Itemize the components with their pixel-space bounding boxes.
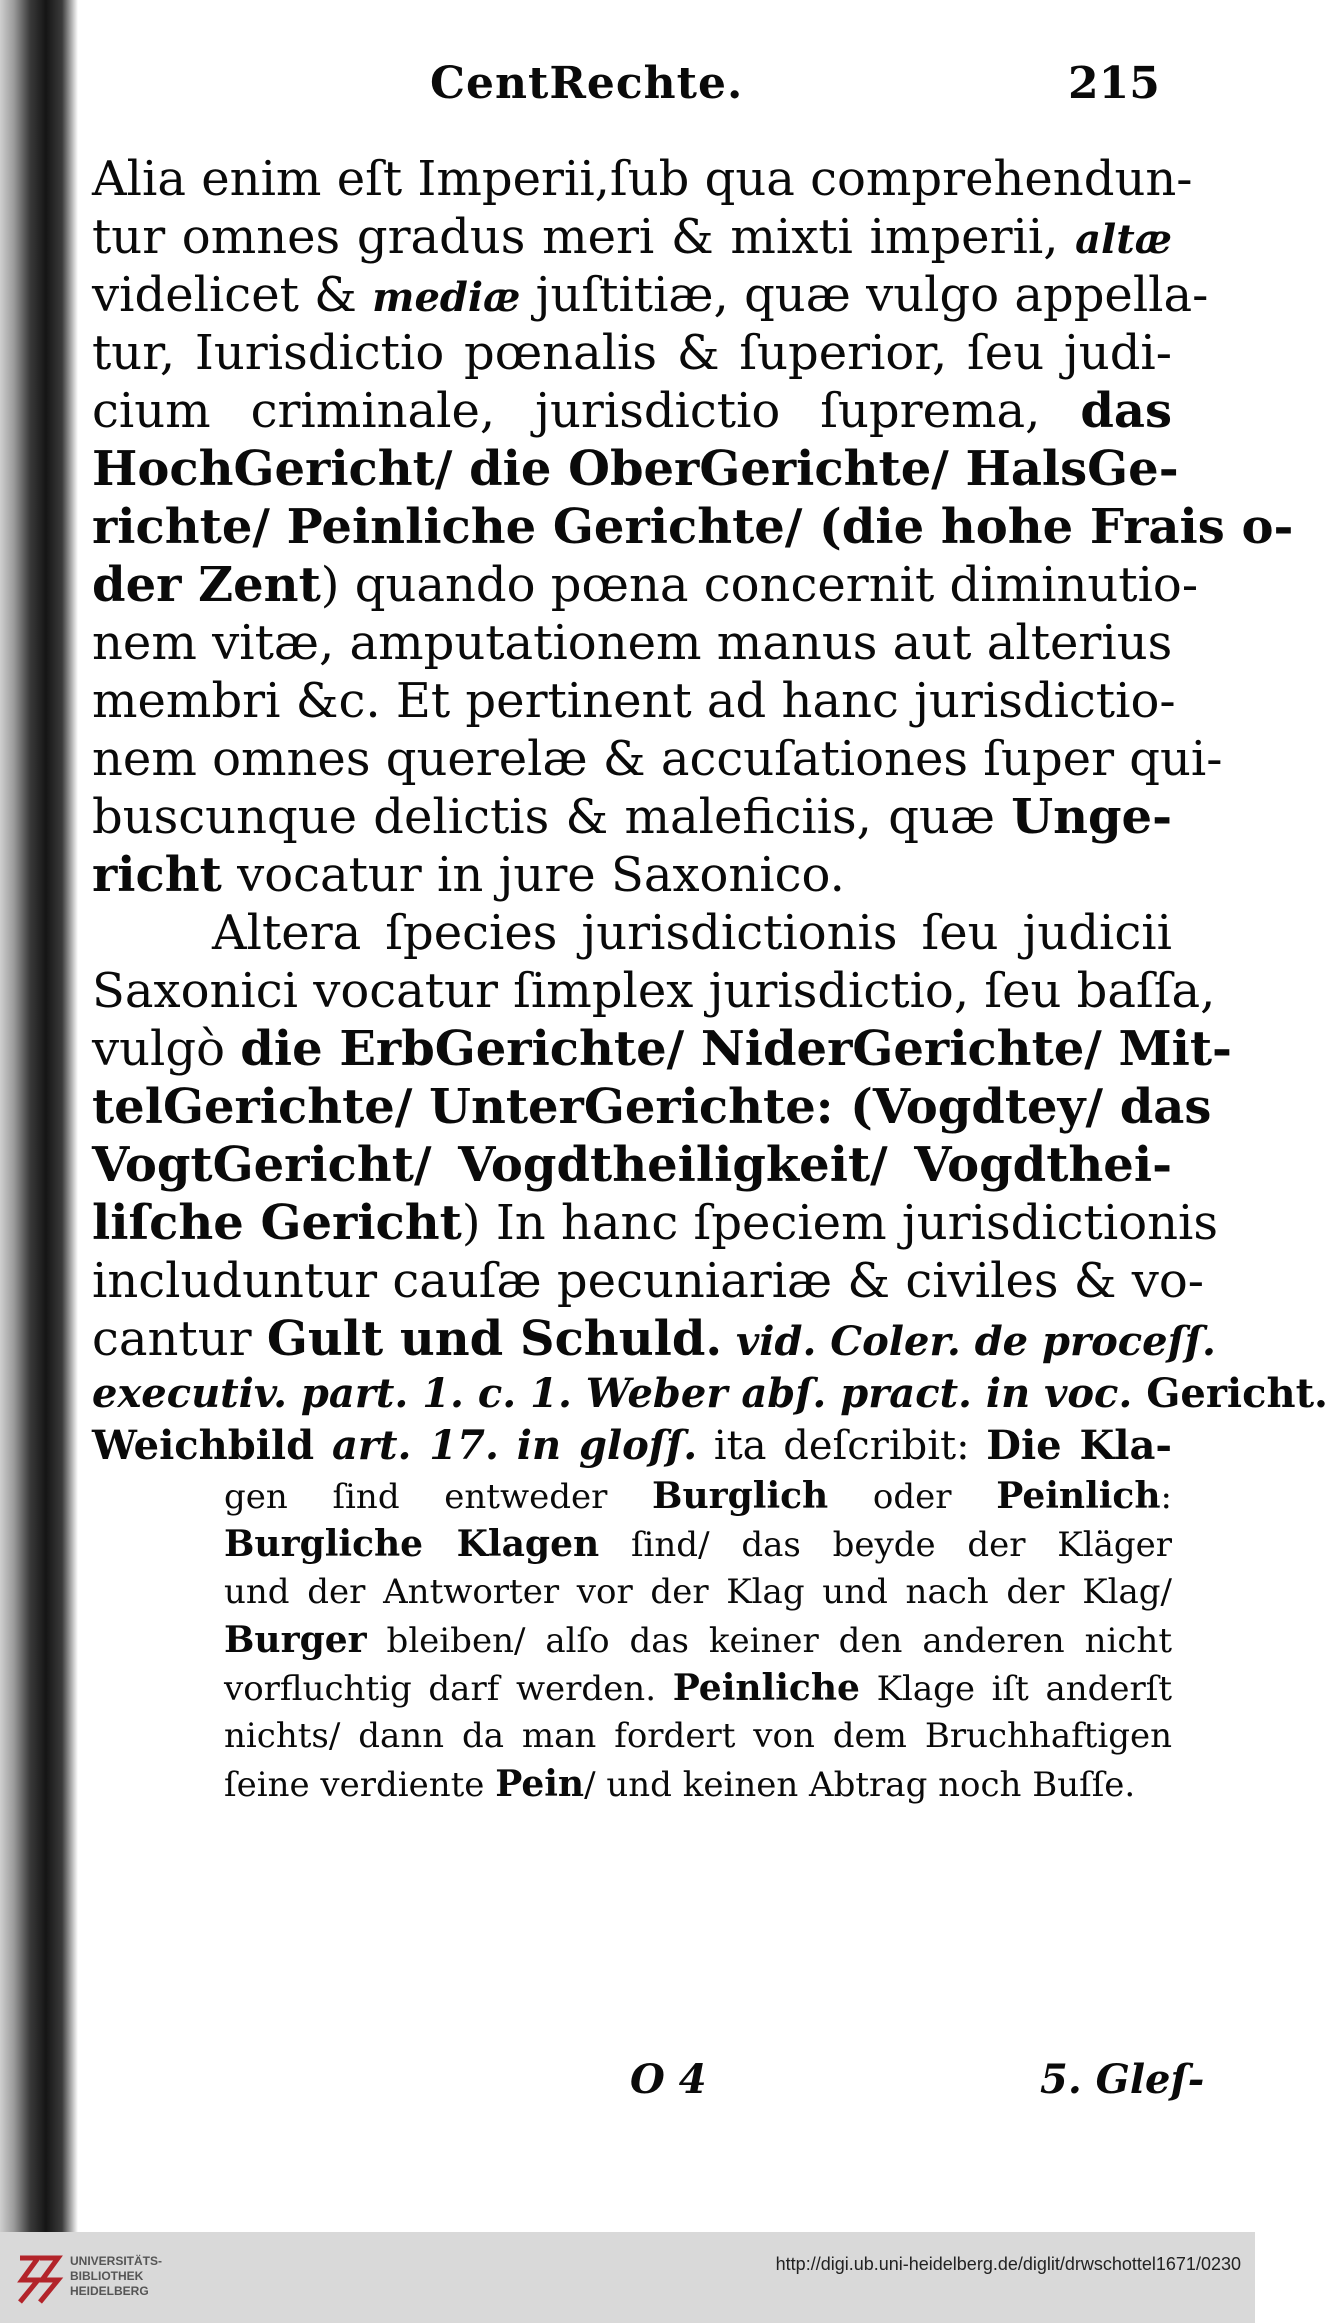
text-line [92, 498, 1294, 556]
text-line [92, 440, 1179, 498]
roman-run: juſtitiæ, quæ vulgo appella- [520, 267, 1209, 323]
roman-run: buscunque delictis & maleficiis, quæ [92, 789, 1012, 845]
roman-run: Klage iſt anderſt [859, 1669, 1173, 1709]
blackletter-run: VogtGericht/ Vogdtheiligkeit/ Vogdthei- [92, 1137, 1172, 1193]
blackletter-run: Gericht. [1146, 1370, 1328, 1417]
text-line [92, 382, 1172, 440]
catchword: 5. Gleſ- [1040, 2056, 1205, 2103]
italic-run: art. 17. in gloſſ. [314, 1422, 698, 1469]
italic-run: mediæ [372, 274, 521, 321]
blackletter-run: Weichbild [92, 1422, 315, 1469]
text-line [92, 1078, 1212, 1136]
blackletter-run: der Zent [92, 557, 321, 613]
footer-bar [0, 2232, 1255, 2323]
roman-run: ſeine verdiente [224, 1765, 496, 1805]
roman-run: und der Antworter vor der Klag und nach der Klag/ [224, 1572, 1172, 1612]
running-head [0, 58, 1255, 118]
text-line [92, 1760, 1172, 1808]
roman-run: : [1160, 1477, 1172, 1517]
roman-run: ſind/ das beyde der Kläger [599, 1525, 1172, 1565]
blackletter-run: Peinlich [996, 1475, 1161, 1517]
blackletter-run: telGerichte/ UnterGerichte: (Vogdtey/ das [92, 1079, 1212, 1135]
library-name-line: BIBLIOTHEK [70, 2269, 144, 2283]
text-line [92, 1252, 1204, 1310]
roman-run: / und keinen Abtrag noch Buſſe. [584, 1765, 1136, 1805]
page-number: 215 [1068, 58, 1160, 109]
library-name [70, 2254, 162, 2299]
blackletter-run: Burglich [652, 1475, 829, 1517]
blackletter-run: Pein [495, 1763, 585, 1805]
text-line [92, 1368, 1328, 1420]
roman-run: nem omnes querelæ & accuſationes ſuper qui- [92, 731, 1223, 787]
roman-run: vocatur in jure Saxonico. [221, 847, 845, 903]
text-line [92, 1712, 1172, 1760]
blackletter-run: richte/ Peinliche Gerichte/ (die hohe Frais o- [92, 499, 1294, 555]
blackletter-run: Peinliche [672, 1667, 860, 1709]
blackletter-run: das [1080, 383, 1172, 439]
blackletter-run: Unge- [1011, 789, 1172, 845]
blackletter-run: liſche Gericht [92, 1195, 462, 1251]
italic-run: vid. Coler. de proceſſ. [722, 1318, 1216, 1365]
roman-run: nem vitæ, amputationem manus aut alterius [92, 615, 1173, 671]
blackletter-run: HochGericht/ die OberGerichte/ HalsGe- [92, 441, 1179, 497]
text-line [92, 150, 1193, 208]
text-line [92, 324, 1172, 382]
roman-run: ) In hanc ſpeciem jurisdictionis [461, 1195, 1218, 1251]
text-line [92, 208, 1172, 266]
header-title: CentRechte. [430, 58, 744, 109]
text-line [92, 846, 1172, 904]
roman-run: tur, Iurisdictio pœnalis & ſuperior, ſeu judi- [92, 325, 1172, 381]
roman-run: cantur [92, 1311, 267, 1367]
blackletter-run: Burger [224, 1619, 367, 1661]
text-line [92, 1136, 1172, 1194]
text-line [92, 1020, 1232, 1078]
blackletter-run: Die Kla- [986, 1422, 1172, 1469]
text-line [92, 1664, 1172, 1712]
body-text [92, 150, 1328, 1808]
library-name-line: UNIVERSITÄTS- [70, 2254, 163, 2268]
roman-run: vulgò [92, 1021, 241, 1077]
roman-run: ) quando pœna concernit diminutio- [320, 557, 1199, 613]
roman-run: membri &c. Et pertinent ad hanc jurisdictio- [92, 673, 1176, 729]
blackletter-run: Gult und Schuld. [266, 1311, 723, 1367]
roman-run: Altera ſpecies jurisdictionis ſeu judicii [212, 905, 1172, 961]
roman-run: vorfluchtig darf werden. [224, 1669, 673, 1709]
blackletter-run: Burgliche Klagen [224, 1523, 600, 1565]
roman-run: Alia enim eſt Imperii,ſub qua comprehendun- [92, 151, 1193, 207]
blackletter-run: die ErbGerichte/ NiderGerichte/ Mit- [240, 1021, 1232, 1077]
signature-mark: O 4 [630, 2056, 707, 2103]
text-line [92, 1420, 1172, 1472]
signature-line [0, 2056, 1255, 2116]
text-line [92, 1310, 1216, 1368]
text-line [92, 614, 1172, 672]
text-line [92, 1616, 1172, 1664]
text-line [92, 1472, 1172, 1520]
library-name-line: HEIDELBERG [70, 2284, 149, 2298]
roman-run: bleiben/ alſo das keiner den anderen nicht [366, 1621, 1172, 1661]
roman-run: tur omnes gradus meri & mixti imperii, [92, 209, 1076, 265]
text-line [92, 1194, 1218, 1252]
italic-run: executiv. part. 1. c. 1. Weber abſ. pract. in voc. [92, 1370, 1147, 1417]
roman-run: Saxonici vocatur ſimplex jurisdictio, ſeu baſſa, [92, 963, 1216, 1019]
text-line [92, 1520, 1172, 1568]
text-line [92, 672, 1176, 730]
source-url-link[interactable]: http://digi.ub.uni-heidelberg.de/diglit/drwschottel1671/0230 [775, 2254, 1241, 2274]
roman-run: includuntur cauſæ pecuniariæ & civiles & vo- [92, 1253, 1204, 1309]
roman-run: ita deſcribit: [697, 1423, 987, 1469]
text-line [92, 788, 1172, 846]
scan-binding-edge [0, 0, 78, 2232]
text-line [92, 556, 1199, 614]
text-line [92, 962, 1216, 1020]
roman-run: cium criminale, jurisdictio ſuprema, [92, 383, 1081, 439]
roman-run: videlicet & [92, 267, 373, 323]
library-logo-icon [14, 2250, 64, 2306]
roman-run: nichts/ dann da man fordert von dem Bruchhaftigen [224, 1716, 1172, 1756]
text-line [92, 266, 1209, 324]
roman-run: gen ſind entweder [224, 1477, 653, 1517]
text-line [92, 904, 1172, 962]
roman-run: oder [828, 1477, 997, 1517]
italic-run: altæ [1075, 216, 1172, 263]
blackletter-run: richt [92, 847, 222, 903]
text-line [92, 1568, 1172, 1616]
text-line [92, 730, 1223, 788]
